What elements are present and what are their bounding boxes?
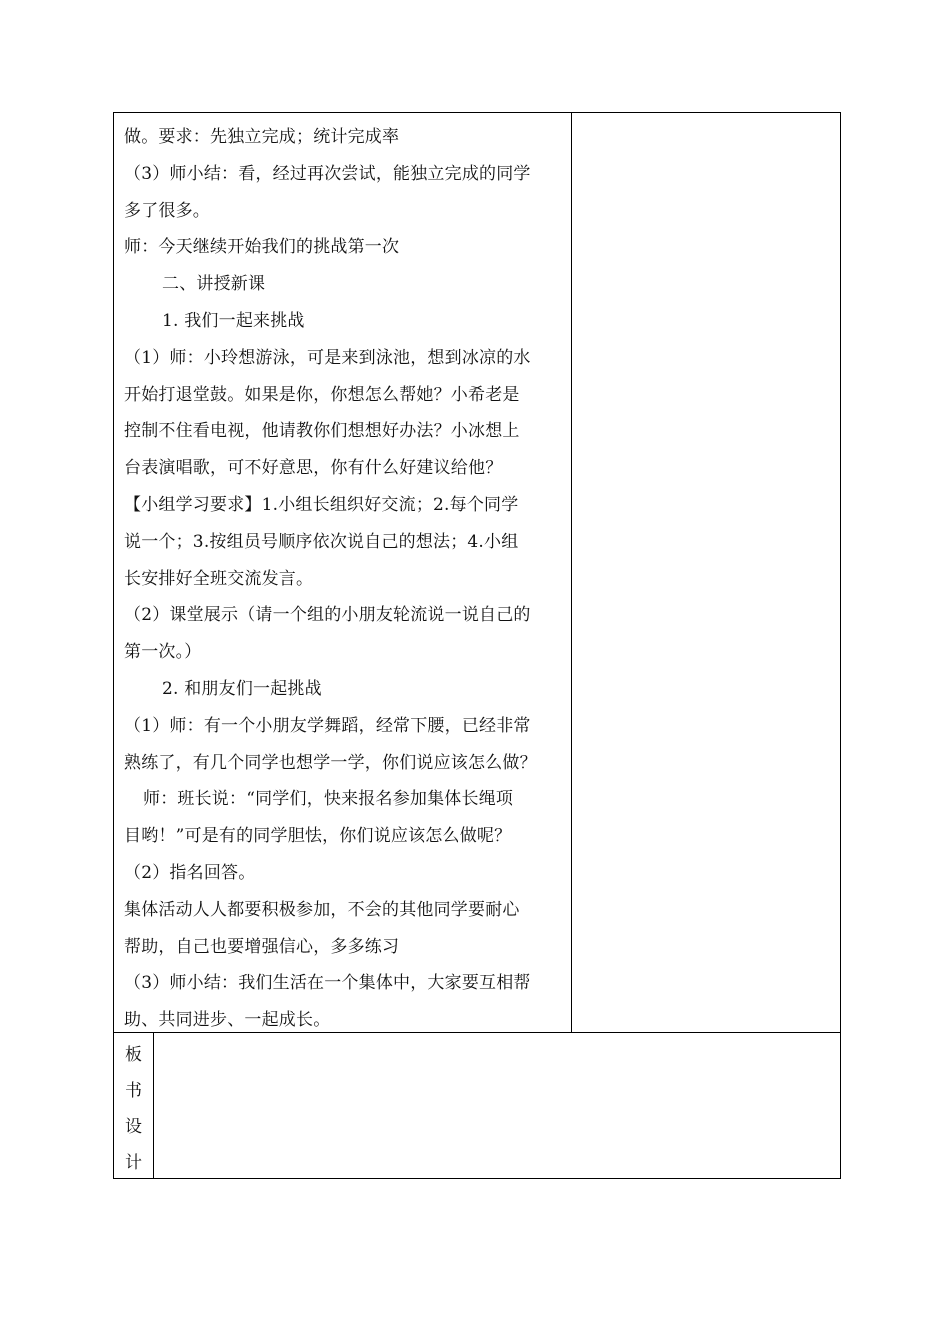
lesson-content-cell <box>124 119 569 1039</box>
board-design-label <box>114 1033 153 1181</box>
lesson-line: 帮助，自己也要增强信心，多多练习 <box>124 936 400 957</box>
column-divider <box>571 113 572 1032</box>
lesson-line: （2）课堂展示（请一个组的小朋友轮流说一说自己的 <box>124 605 531 626</box>
board-design-char: 书 <box>125 1081 142 1101</box>
subsection-heading: 1. 我们一起来挑战 <box>162 310 305 331</box>
lesson-line: 做。要求：先独立完成；统计完成率 <box>124 127 400 147</box>
lesson-line: 台表演唱歌，可不好意思，你有什么好建议给他？ <box>124 458 503 479</box>
lesson-line: 第一次。） <box>124 642 202 663</box>
lesson-line: 熟练了，有几个同学也想学一学，你们说应该怎么做？ <box>124 752 537 773</box>
label-column-divider <box>153 1033 154 1179</box>
board-design-char: 板 <box>125 1045 142 1065</box>
lesson-line: 控制不住看电视，他请教你们想想好办法？小冰想上 <box>124 421 520 442</box>
lesson-line: 长安排好全班交流发言。 <box>124 568 314 589</box>
lesson-line: （3）师小结：看，经过再次尝试，能独立完成的同学 <box>124 163 531 184</box>
lesson-line: （1）师：小玲想游泳，可是来到泳池，想到冰凉的水 <box>124 347 531 368</box>
board-design-char: 计 <box>125 1153 142 1173</box>
lesson-line: 师：今天继续开始我们的挑战第一次 <box>124 237 400 258</box>
lesson-line: 集体活动人人都要积极参加，不会的其他同学要耐心 <box>124 899 520 920</box>
lesson-line: （1）师：有一个小朋友学舞蹈，经常下腰，已经非常 <box>124 715 531 736</box>
lesson-line: 说一个；3.按组员号顺序依次说自己的想法；4.小组 <box>124 531 519 552</box>
lesson-line: 助、共同进步、一起成长。 <box>124 1010 331 1031</box>
lesson-line: 多了很多。 <box>124 200 210 221</box>
subsection-heading: 2. 和朋友们一起挑战 <box>162 678 322 699</box>
lesson-plan-table <box>113 112 841 1179</box>
lesson-line: 师：班长说：“同学们，快来报名参加集体长绳项 <box>143 789 514 810</box>
board-design-char: 设 <box>125 1117 142 1137</box>
lesson-line: 开始打退堂鼓。如果是你，你想怎么帮她？小希老是 <box>124 384 520 405</box>
lesson-line: （3）师小结：我们生活在一个集体中，大家要互相帮 <box>124 973 531 994</box>
lesson-line: （2）指名回答。 <box>124 862 256 883</box>
section-heading: 二、讲授新课 <box>162 274 266 295</box>
lesson-line: 目哟！”可是有的同学胆怯，你们说应该怎么做呢？ <box>124 826 512 847</box>
lesson-line: 【小组学习要求】1.小组长组织好交流；2.每个同学 <box>124 494 519 515</box>
